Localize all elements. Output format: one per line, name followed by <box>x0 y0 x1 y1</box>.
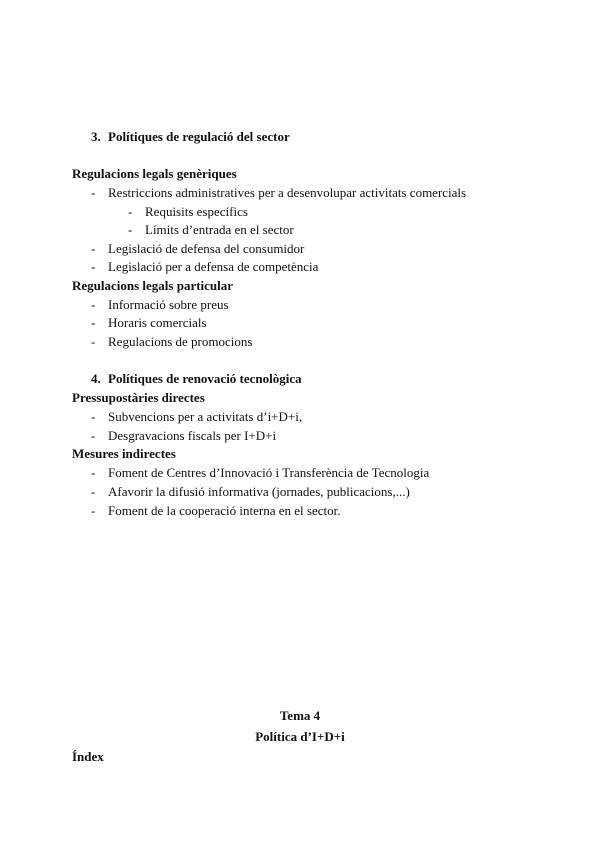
tema-title: Tema 4 <box>279 708 321 723</box>
list-item-text: Legislació de defensa del consumidor <box>108 241 305 256</box>
list-item-text: Regulacions de promocions <box>108 334 253 349</box>
list-item-text: Desgravacions fiscals per I+D+i <box>108 428 277 443</box>
bullet-dash: - <box>91 465 96 480</box>
section-3-number: 3. <box>91 129 101 144</box>
list-item-text: Restriccions administratives per a desenvolupar activitats comercials <box>108 185 467 200</box>
bullet-dash: - <box>91 503 96 518</box>
list-item <box>91 296 229 314</box>
list-item-text: Foment de Centres d’Innovació i Transferència de Tecnologia <box>108 465 430 480</box>
bullet-dash: - <box>128 222 133 237</box>
list-item <box>91 483 410 501</box>
bullet-dash: - <box>91 315 96 330</box>
bullet-dash: - <box>91 334 96 349</box>
sub-list-item <box>128 203 248 221</box>
bullet-dash: - <box>91 484 96 499</box>
list-item <box>91 184 466 202</box>
list-item <box>91 258 318 276</box>
group-mesures-indirectes-title: Mesures indirectes <box>72 446 176 461</box>
list-item <box>91 408 302 426</box>
list-item <box>91 240 304 258</box>
list-item-text: Informació sobre preus <box>108 297 229 312</box>
group-regulacions-particular-title: Regulacions legals particular <box>72 278 234 293</box>
list-item <box>91 502 340 520</box>
bullet-dash: - <box>91 185 96 200</box>
list-item <box>91 427 276 445</box>
group-regulacions-generiques-title: Regulacions legals genèriques <box>72 166 237 181</box>
bullet-dash: - <box>91 428 96 443</box>
sub-list-item <box>128 221 294 239</box>
section-4-title: Polítiques de renovació tecnològica <box>108 371 302 386</box>
list-item-text: Subvencions per a activitats d’i+D+i, <box>108 409 303 424</box>
bullet-dash: - <box>128 204 133 219</box>
sub-list-item-text: Requisits específics <box>145 204 248 219</box>
section-4-heading <box>91 370 302 388</box>
list-item <box>91 314 207 332</box>
list-item <box>91 333 252 351</box>
bullet-dash: - <box>91 241 96 256</box>
sub-list-item-text: Límits d’entrada en el sector <box>145 222 294 237</box>
list-item <box>91 464 429 482</box>
list-item-text: Legislació per a defensa de competència <box>108 259 319 274</box>
bullet-dash: - <box>91 259 96 274</box>
list-item-text: Foment de la cooperació interna en el sector. <box>108 503 341 518</box>
list-item-text: Horaris comercials <box>108 315 207 330</box>
list-item-text: Afavorir la difusió informativa (jornades, publicacions,...) <box>108 484 410 499</box>
section-3-heading <box>91 128 290 146</box>
section-4-number: 4. <box>91 371 101 386</box>
index-heading: Índex <box>72 749 104 764</box>
section-3-title: Polítiques de regulació del sector <box>108 129 290 144</box>
bullet-dash: - <box>91 297 96 312</box>
tema-subtitle: Política d’I+D+i <box>255 729 345 744</box>
bullet-dash: - <box>91 409 96 424</box>
group-pressupostaries-title: Pressupostàries directes <box>72 390 205 405</box>
